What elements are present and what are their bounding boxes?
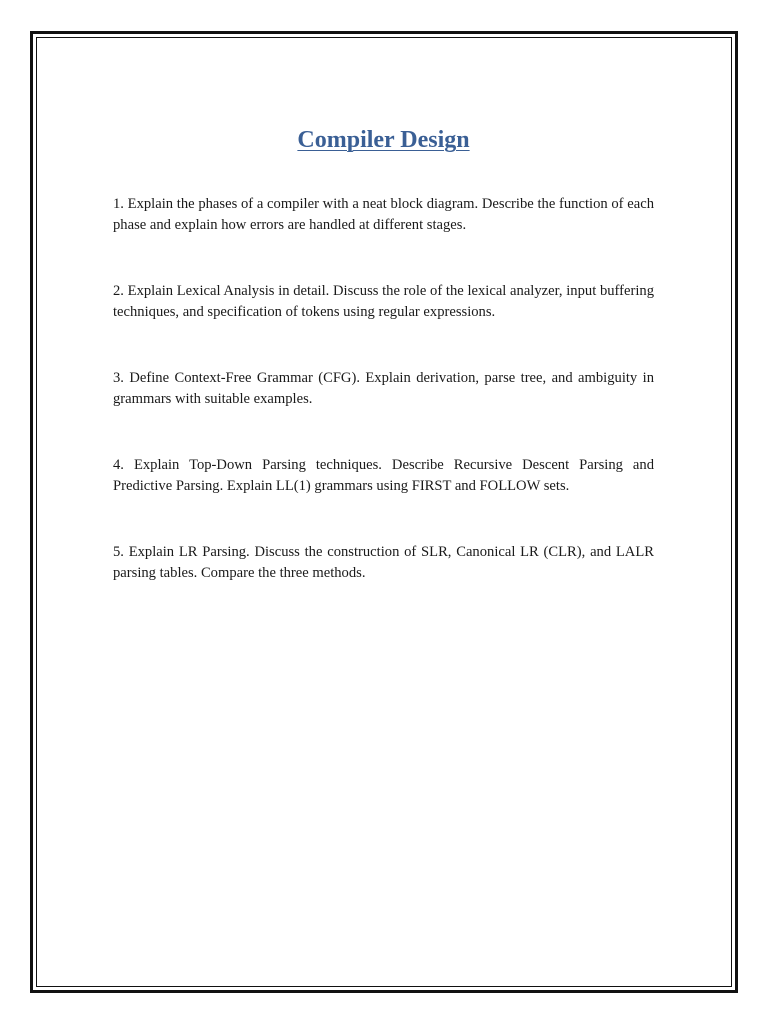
question-5: 5. Explain LR Parsing. Discuss the construction of SLR, Canonical LR (CLR), and LALR parsing tables. Compare the three methods. [113, 544, 654, 581]
question-2: 2. Explain Lexical Analysis in detail. Discuss the role of the lexical analyzer, input buffering techniques, and specification of tokens using regular expressions. [113, 283, 654, 320]
document-body [113, 120, 654, 629]
question-1: 1. Explain the phases of a compiler with a neat block diagram. Describe the function of each phase and explain how errors are handled at different stages. [113, 196, 654, 233]
question-3: 3. Define Context-Free Grammar (CFG). Explain derivation, parse tree, and ambiguity in grammars with suitable examples. [113, 370, 654, 407]
question-4: 4. Explain Top-Down Parsing techniques. Describe Recursive Descent Parsing and Predictive Parsing. Explain LL(1) grammars using FIRST and FOLLOW sets. [113, 457, 654, 494]
document-title: Compiler Design [297, 127, 470, 153]
